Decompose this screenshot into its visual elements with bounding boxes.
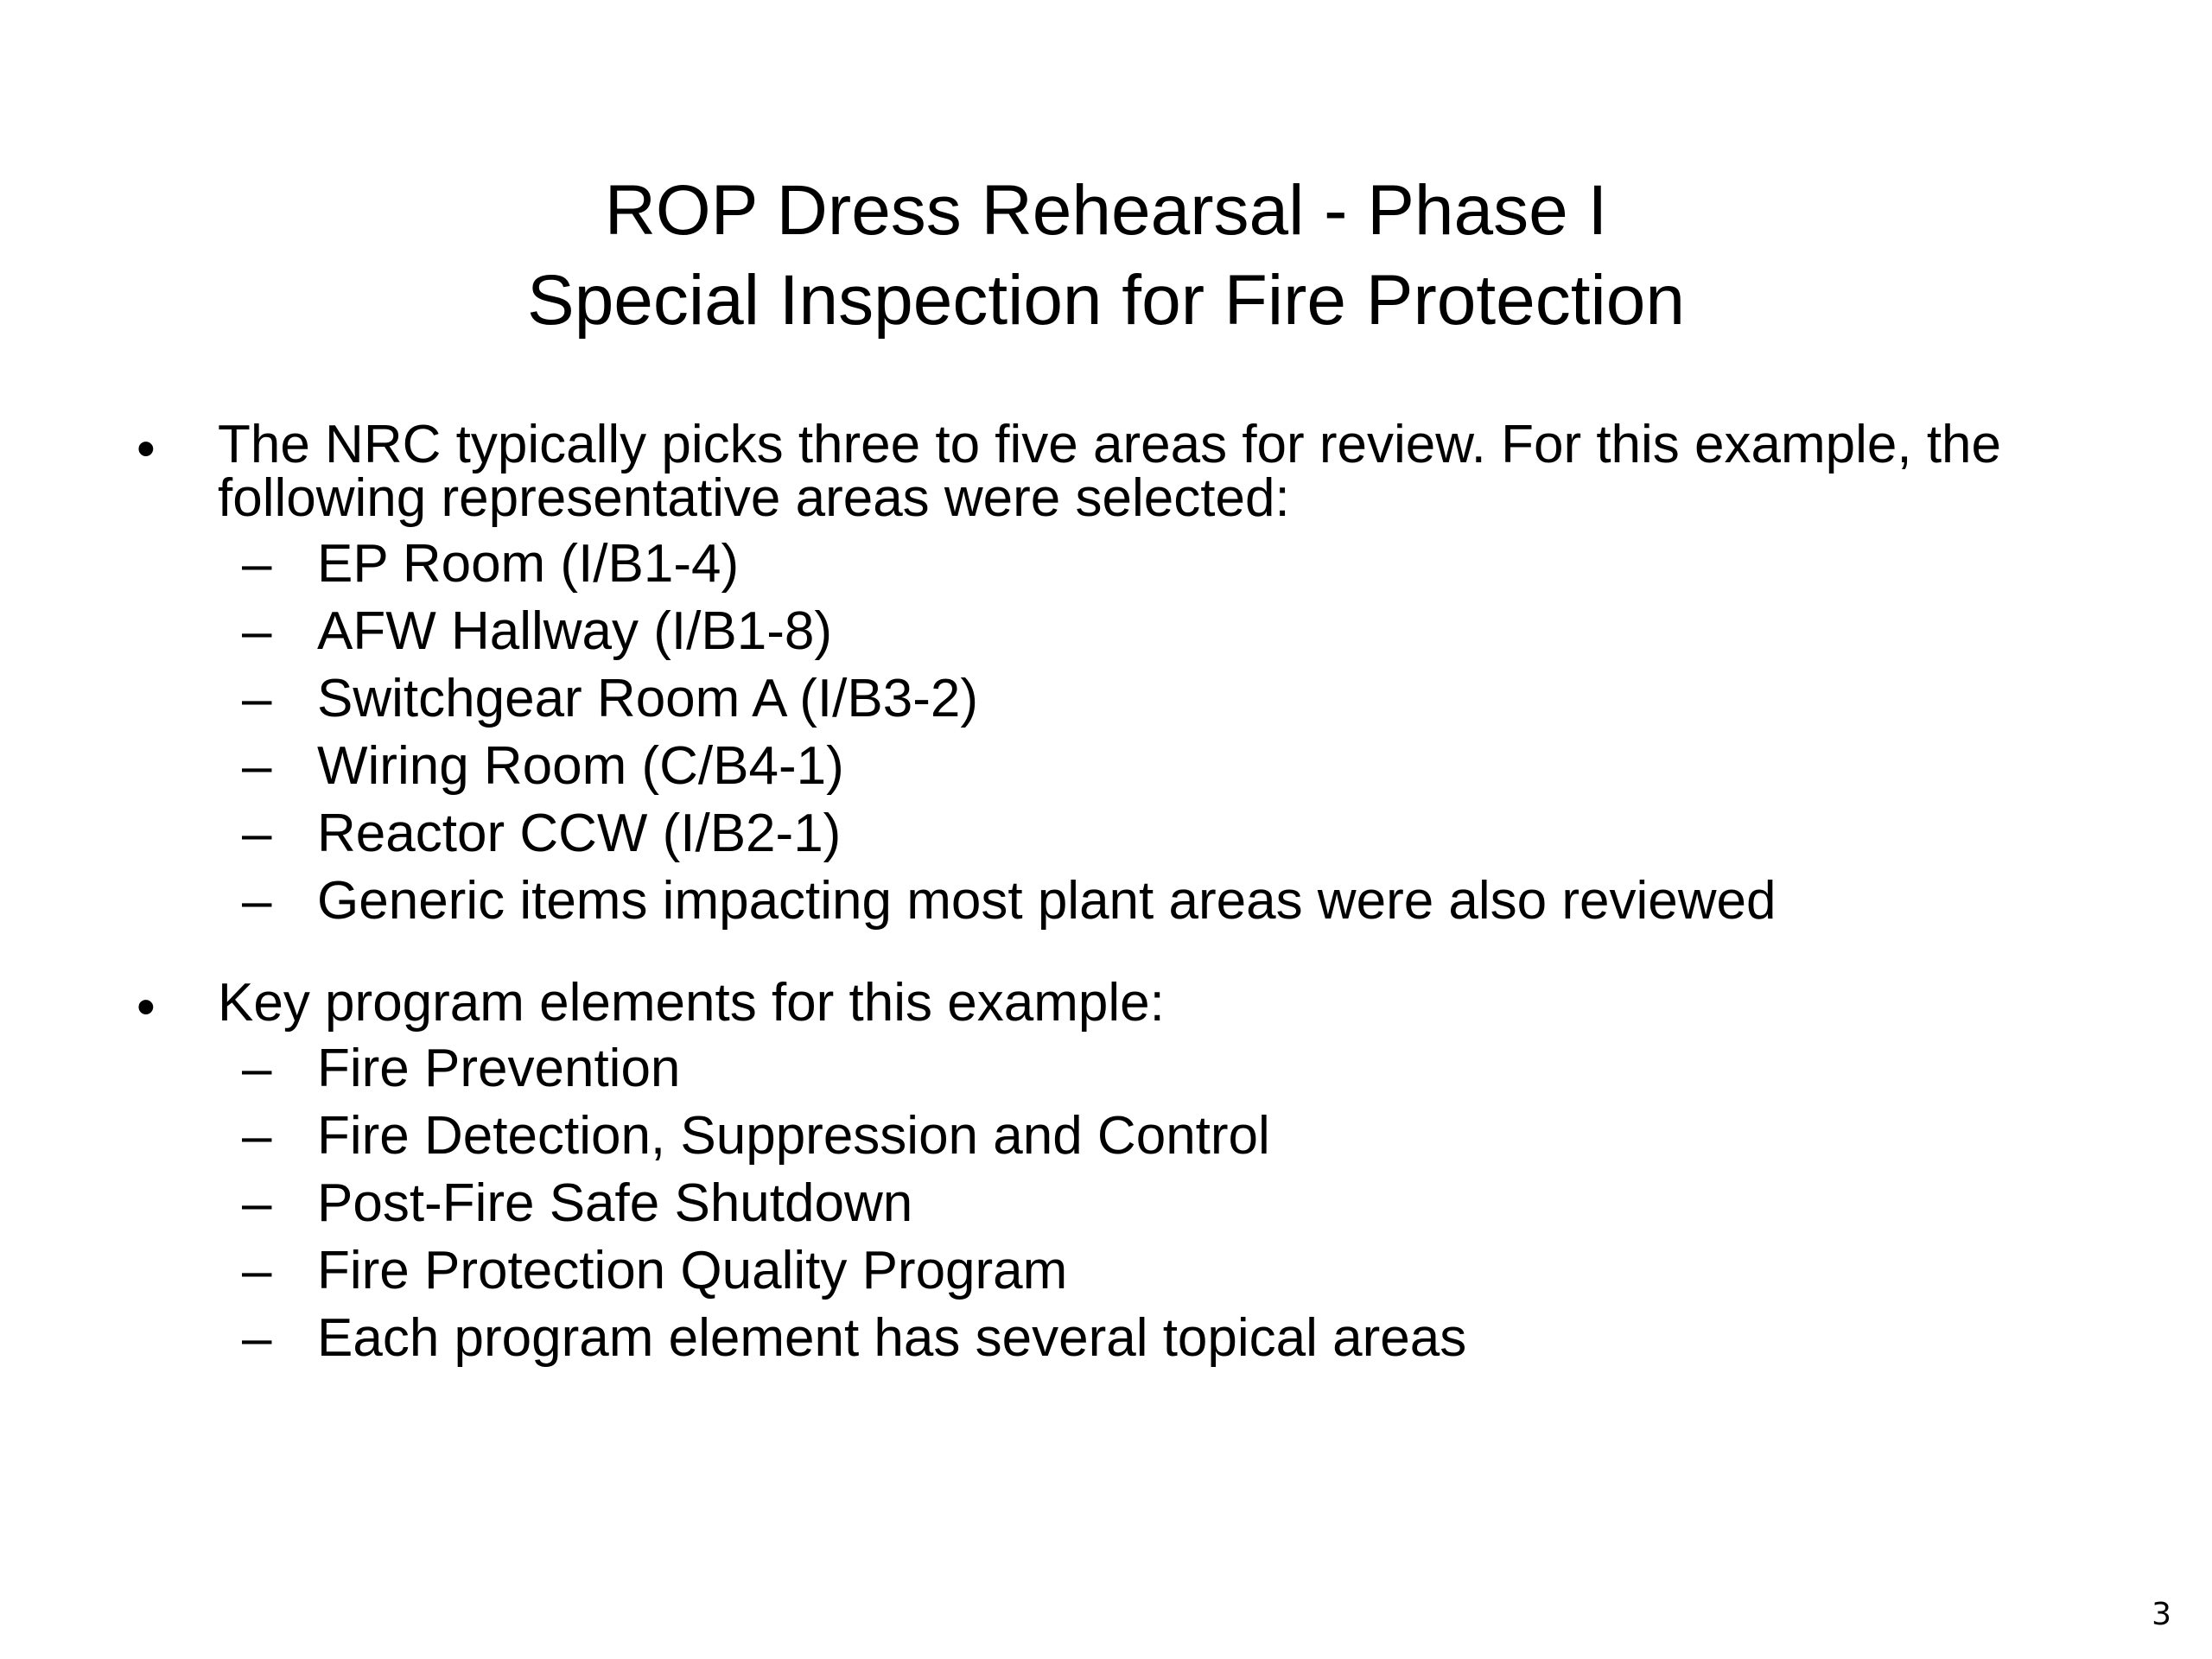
sub-item-text: Fire Detection, Suppression and Control: [317, 1106, 1270, 1166]
sub-item-dash: –: [242, 871, 272, 931]
sub-item-text: AFW Hallway (I/B1-8): [317, 601, 832, 661]
sub-item-dash: –: [242, 1039, 272, 1098]
sub-item-text: Switchgear Room A (I/B3-2): [317, 669, 978, 728]
sub-item-dash: –: [242, 601, 272, 661]
sub-item-text: Fire Protection Quality Program: [317, 1241, 1068, 1300]
slide-title: [0, 166, 2212, 346]
bullet-text: [218, 415, 2119, 528]
bullet-text-line: following representative areas were selected:: [218, 468, 1290, 528]
sub-item-dash: –: [242, 736, 272, 796]
sub-item-dash: –: [242, 1308, 272, 1368]
sub-item-dash: –: [242, 1106, 272, 1166]
sub-item-dash: –: [242, 1173, 272, 1233]
sub-item-text: Post-Fire Safe Shutdown: [317, 1173, 913, 1233]
sub-item-text: EP Room (I/B1-4): [317, 534, 740, 594]
sub-item-dash: –: [242, 1241, 272, 1300]
sub-item-text: Fire Prevention: [317, 1039, 681, 1098]
sub-item-dash: –: [242, 534, 272, 594]
sub-item-dash: –: [242, 804, 272, 863]
bullet-text: [218, 973, 2119, 1033]
bullet-text-line: Key program elements for this example:: [218, 973, 1165, 1033]
sub-item-text: Reactor CCW (I/B2-1): [317, 804, 842, 863]
sub-item-text: Wiring Room (C/B4-1): [317, 736, 844, 796]
slide-title-line-2: Special Inspection for Fire Protection: [527, 261, 1685, 340]
bullet-text-line: The NRC typically picks three to five areas for review. For this example, the: [218, 415, 2002, 474]
sub-item-dash: –: [242, 669, 272, 728]
bullet-dot: •: [137, 419, 156, 479]
page-number: 3: [2152, 1597, 2171, 1632]
sub-item-text: Each program element has several topical areas: [317, 1308, 1467, 1368]
slide-title-line-1: ROP Dress Rehearsal - Phase I: [604, 171, 1608, 250]
bullet-dot: •: [137, 977, 156, 1037]
sub-item-text: Generic items impacting most plant areas were also reviewed: [317, 871, 1777, 931]
